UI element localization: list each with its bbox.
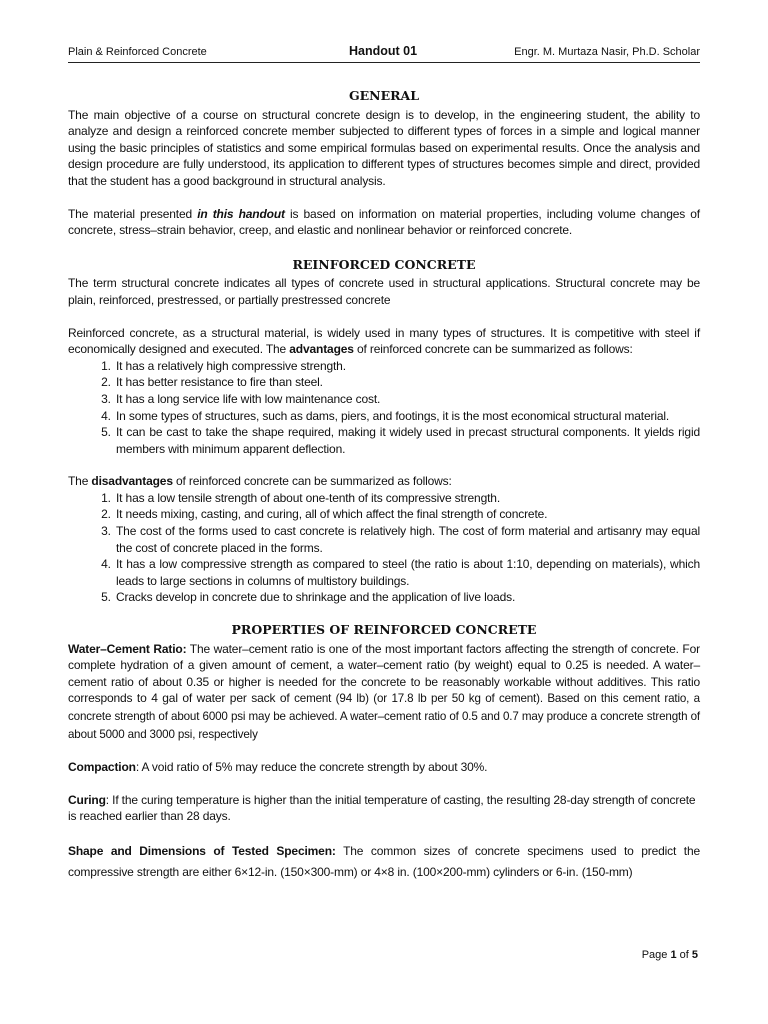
shape-paragraph: Shape and Dimensions of Tested Specimen: The common sizes of concrete specimens used to predict the compressive strength are either 6×12-in. (150×300-mm) or 4×8 in. (100×200-mm) cylinders or 6-in. (150-mm) <box>68 843 700 879</box>
curing-paragraph: Curing: If the curing temperature is higher than the initial temperature of casting, the resulting 28-day strength of concrete is reached earlier than 28 days. <box>68 792 696 824</box>
page-number: Page 1 of 5 <box>641 949 698 961</box>
disadvantages-intro: The disadvantages of reinforced concrete can be summarized as follows: <box>68 474 452 489</box>
section-heading-reinforced: REINFORCED CONCRETE <box>292 256 476 272</box>
water-cement-paragraph: Water–Cement Ratio: The water–cement ratio is one of the most important factors affecting the strength of concrete. For complete hydration of a given amount of cement, a water–cement ratio (by weight) equal to 0.25 is needed. A water–cement ratio of about 0.35 or higher is needed for the concrete to be reasonably workable without additives. This ratio corresponds to 4 gal of water per sack of cement (94 lb) (or 17.8 lb per 50 kg of cement). Based on this cement ratio, a concrete strength of about 6000 psi may be achieved. A water–cement ratio of 0.5 and 0.7 may produce a concrete strength of about 5000 and 3000 psi, respectively <box>68 641 700 741</box>
list-item: 2. It has better resistance to fire than steel. <box>114 374 700 391</box>
handout-title: Handout 01 <box>349 44 418 58</box>
advantages-list <box>68 358 700 458</box>
list-item: 3. The cost of the forms used to cast concrete is relatively high. The cost of form material and artisanry may equal the cost of concrete placed in the forms. <box>114 523 700 556</box>
general-paragraph-1: The main objective of a course on structural concrete design is to develop, in the engineering student, the ability to analyze and design a reinforced concrete member subjected to different types of forces in a simple and logical manner using the basic principles of statistics and some empirical formulas based on experimental results. Once the analysis and design procedure are fully understood, its application to different types of structures becomes simple and direct, provided that the student has a good background in structural analysis. <box>68 107 700 188</box>
shape-label: Shape and Dimensions of Tested Specimen: <box>68 843 336 858</box>
compaction-paragraph: Compaction: A void ratio of 5% may reduce the concrete strength by about 30%. <box>68 760 488 775</box>
list-item: 5. It can be cast to take the shape required, making it widely used in precast structural components. It yields rigid members with minimum apparent deflection. <box>114 424 700 457</box>
section-heading-general: GENERAL <box>348 88 420 103</box>
list-item: 4. In some types of structures, such as dams, piers, and footings, it is the most economical structural material. <box>114 408 700 425</box>
disadvantages-term: disadvantages <box>91 474 173 489</box>
list-item: 5. Cracks develop in concrete due to shrinkage and the application of live loads. <box>114 589 700 606</box>
advantages-term: advantages <box>289 342 354 357</box>
reinforced-paragraph-2: Reinforced concrete, as a structural material, is widely used in many types of structures. It is competitive with steel if economically designed and executed. The advantages of reinforced concrete can be summarized as follows: <box>68 325 700 357</box>
curing-label: Curing <box>68 792 106 807</box>
list-item: 2. It needs mixing, casting, and curing, all of which affect the final strength of concrete. <box>114 506 700 523</box>
list-item: 1. It has a low tensile strength of about one-tenth of its compressive strength. <box>114 490 700 507</box>
document-body <box>68 88 700 883</box>
list-item: 4. It has a low compressive strength as compared to steel (the ratio is about 1:10, depending on materials), which leads to large sections in columns of multistory buildings. <box>114 556 700 589</box>
water-cement-label: Water–Cement Ratio: <box>68 641 187 656</box>
list-item: 3. It has a long service life with low maintenance cost. <box>114 391 700 408</box>
course-title: Plain & Reinforced Concrete <box>68 46 207 58</box>
author-name: Engr. M. Murtaza Nasir, Ph.D. Scholar <box>514 46 700 58</box>
reinforced-paragraph-1: The term structural concrete indicates all types of concrete used in structural applications. Structural concrete may be plain, reinforced, prestressed, or partially prestressed concrete <box>68 276 700 307</box>
page-header <box>68 44 700 63</box>
total-pages: 5 <box>691 949 698 961</box>
disadvantages-list <box>68 490 700 606</box>
general-paragraph-2: The material presented in this handout is based on information on material properties, including volume changes of concrete, stress–strain behavior, creep, and elastic and nonlinear behavior or reinforced concrete. <box>68 206 700 238</box>
compaction-label: Compaction <box>68 760 136 775</box>
list-item: 1. It has a relatively high compressive strength. <box>114 358 700 375</box>
section-heading-properties: PROPERTIES OF REINFORCED CONCRETE <box>231 622 537 638</box>
emphasis-text: in this handout <box>197 206 285 221</box>
current-page: 1 <box>670 949 677 961</box>
